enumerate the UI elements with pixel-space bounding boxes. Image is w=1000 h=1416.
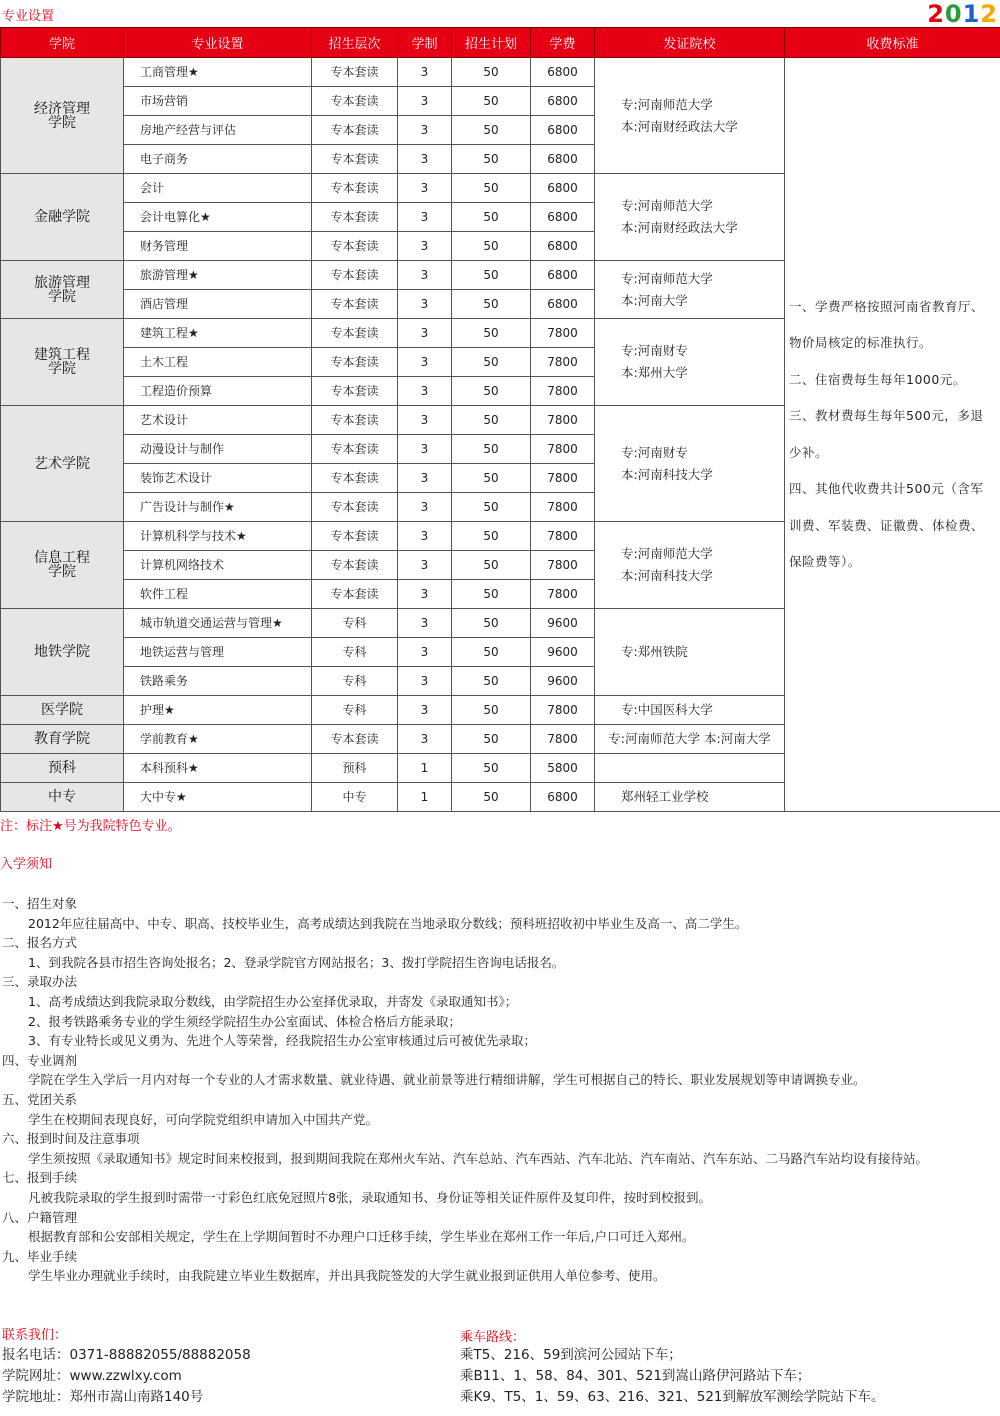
admission-heading: 五、党团关系 <box>2 1091 78 1107</box>
college-name: 旅游管理 <box>34 274 90 291</box>
issuing-school: 本:河南财经政法大学 <box>621 220 738 235</box>
fee-standard-line: 保险费等）。 <box>789 554 861 569</box>
level-cell: 专本套读 <box>312 348 398 377</box>
tuition-cell: 7800 <box>531 464 595 493</box>
school-cell <box>595 696 785 725</box>
plan-cell: 50 <box>452 609 531 638</box>
major-cell: 会计 <box>124 174 312 203</box>
level-cell: 专科 <box>312 609 398 638</box>
issuing-school: 专:河南财专 <box>621 343 688 358</box>
level-cell: 专本套读 <box>312 203 398 232</box>
plan-cell: 50 <box>452 261 531 290</box>
years-cell: 1 <box>398 754 452 783</box>
college-name: 教育学院 <box>34 731 90 747</box>
college-name: 预科 <box>48 760 76 776</box>
tuition-cell: 6800 <box>531 145 595 174</box>
years-cell: 3 <box>398 290 452 319</box>
contact-line: 报名电话：0371-88882055/88882058 <box>2 1347 251 1363</box>
college-cell <box>1 261 124 319</box>
college-cell <box>1 406 124 522</box>
college-name: 学院 <box>48 114 76 131</box>
level-cell: 专本套读 <box>312 435 398 464</box>
school-cell <box>595 725 785 754</box>
college-cell <box>1 522 124 609</box>
issuing-school: 专:中国医科大学 <box>621 702 713 717</box>
issuing-school: 专:河南师范大学 <box>621 546 713 561</box>
college-cell <box>1 174 124 261</box>
fee-standard-line: 训费、军装费、证徽费、体检费、 <box>789 517 985 533</box>
plan-cell: 50 <box>452 377 531 406</box>
issuing-school: 专:河南师范大学 <box>621 96 713 112</box>
fee-standard-line: 少补。 <box>789 444 829 460</box>
admission-line: 1、到我院各县市招生咨询处报名；2、登录学院官方网站报名；3、拨打学院招生咨询电话报名。 <box>28 954 565 970</box>
years-cell: 1 <box>398 783 452 812</box>
tuition-cell: 7800 <box>531 725 595 754</box>
major-cell: 计算机科学与技术★ <box>124 522 312 551</box>
level-cell: 专本套读 <box>312 319 398 348</box>
school-cell <box>595 783 785 812</box>
plan-cell: 50 <box>452 319 531 348</box>
plan-cell: 50 <box>452 696 531 725</box>
school-cell <box>595 754 785 783</box>
years-cell: 3 <box>398 696 452 725</box>
admission-heading: 一、招生对象 <box>2 896 78 911</box>
major-cell: 财务管理 <box>124 232 312 261</box>
level-cell: 专本套读 <box>312 145 398 174</box>
admission-line: 1、高考成绩达到我院录取分数线，由学院招生办公室择优录取，并寄发《录取通知书》； <box>28 993 518 1009</box>
major-cell: 大中专★ <box>124 783 312 812</box>
fee-standard-line: 四、其他代收费共计500元（含军 <box>789 481 984 496</box>
level-cell: 专本套读 <box>312 464 398 493</box>
admission-heading: 六、报到时间及注意事项 <box>2 1131 140 1147</box>
level-cell: 专本套读 <box>312 725 398 754</box>
years-cell: 3 <box>398 319 452 348</box>
years-cell: 3 <box>398 406 452 435</box>
admission-heading: 九、毕业手续 <box>2 1248 78 1264</box>
years-cell: 3 <box>398 203 452 232</box>
years-cell: 3 <box>398 377 452 406</box>
table-header-row <box>1 28 1000 58</box>
tuition-cell: 6800 <box>531 203 595 232</box>
tuition-cell: 6800 <box>531 87 595 116</box>
plan-cell: 50 <box>452 145 531 174</box>
route-title: 乘车路线： <box>460 1330 526 1345</box>
college-name: 金融学院 <box>34 209 90 225</box>
fee-standard-line: 二、住宿费每生每年1000元。 <box>789 371 966 387</box>
years-cell: 3 <box>398 348 452 377</box>
major-cell: 护理★ <box>124 696 312 725</box>
issuing-school: 本:河南财经政法大学 <box>621 118 738 134</box>
plan-cell: 50 <box>452 464 531 493</box>
column-header: 专业设置 <box>124 28 312 58</box>
major-cell: 旅游管理★ <box>124 261 312 290</box>
school-cell <box>595 609 785 696</box>
route-line: 乘T5、216、59到滨河公园站下车； <box>460 1347 682 1363</box>
tuition-cell: 7800 <box>531 377 595 406</box>
tuition-cell: 9600 <box>531 638 595 667</box>
year-digit: 2 <box>927 0 945 28</box>
college-name: 地铁学院 <box>34 644 90 660</box>
contact-line: 学院地址：郑州市嵩山南路140号 <box>2 1389 204 1405</box>
tuition-cell: 6800 <box>531 58 595 87</box>
plan-cell: 50 <box>452 87 531 116</box>
issuing-school: 专:郑州铁院 <box>621 644 688 659</box>
section-title-major: 专业设置 <box>2 9 55 24</box>
years-cell: 3 <box>398 551 452 580</box>
major-cell: 动漫设计与制作 <box>124 435 312 464</box>
major-cell: 装饰艺术设计 <box>124 464 312 493</box>
admission-heading: 四、专业调剂 <box>2 1052 78 1068</box>
level-cell: 预科 <box>312 754 398 783</box>
fee-standard-cell <box>785 58 1000 812</box>
tuition-cell: 9600 <box>531 667 595 696</box>
college-name: 医学院 <box>41 702 83 718</box>
years-cell: 3 <box>398 522 452 551</box>
plan-cell: 50 <box>452 580 531 609</box>
school-cell <box>595 406 785 522</box>
issuing-school: 本:郑州大学 <box>621 365 688 380</box>
college-name: 艺术学院 <box>34 455 90 472</box>
fee-standard-line: 物价局核定的标准执行。 <box>789 335 933 350</box>
admission-notes <box>0 894 1000 1286</box>
admission-line: 根据教育部和公安部相关规定，学生在上学期间暂时不办理户口迁移手续，学生毕业在郑州工作一年后,户口可迁入郑州。 <box>28 1229 695 1245</box>
years-cell: 3 <box>398 638 452 667</box>
major-cell: 建筑工程★ <box>124 319 312 348</box>
plan-cell: 50 <box>452 783 531 812</box>
college-cell <box>1 609 124 696</box>
column-header: 发证院校 <box>595 28 785 58</box>
college-name: 信息工程 <box>34 550 90 566</box>
admission-heading: 三、录取办法 <box>2 974 78 990</box>
years-cell: 3 <box>398 261 452 290</box>
tuition-cell: 7800 <box>531 696 595 725</box>
plan-cell: 50 <box>452 406 531 435</box>
tuition-cell: 7800 <box>531 406 595 435</box>
level-cell: 专本套读 <box>312 493 398 522</box>
major-table <box>0 27 1000 812</box>
years-cell: 3 <box>398 580 452 609</box>
tuition-cell: 5800 <box>531 754 595 783</box>
major-cell: 艺术设计 <box>124 406 312 435</box>
plan-cell: 50 <box>452 290 531 319</box>
school-cell <box>595 58 785 174</box>
college-cell <box>1 58 124 174</box>
issuing-school: 专:河南师范大学 <box>621 270 713 286</box>
route-line: 乘B11、1、58、84、301、521到嵩山路伊河路站下车； <box>460 1368 811 1384</box>
tuition-cell: 7800 <box>531 580 595 609</box>
column-header: 招生计划 <box>452 28 531 58</box>
tuition-cell: 7800 <box>531 435 595 464</box>
issuing-school: 专:河南师范大学 本:河南大学 <box>608 731 771 746</box>
plan-cell: 50 <box>452 551 531 580</box>
column-header: 学制 <box>398 28 452 58</box>
tuition-cell: 7800 <box>531 493 595 522</box>
college-cell <box>1 696 124 725</box>
level-cell: 专本套读 <box>312 116 398 145</box>
major-cell: 计算机网络技术 <box>124 551 312 580</box>
fee-standard-line: 三、教材费每生每年500元，多退 <box>789 408 984 423</box>
school-cell <box>595 261 785 319</box>
admission-heading: 八、户籍管理 <box>2 1209 78 1225</box>
contact-line: 学院网址：www.zzwlxy.com <box>2 1368 182 1384</box>
year-label <box>927 0 998 28</box>
college-name: 建筑工程 <box>34 347 90 363</box>
major-cell: 学前教育★ <box>124 725 312 754</box>
major-cell: 软件工程 <box>124 580 312 609</box>
column-header: 学院 <box>1 28 124 58</box>
plan-cell: 50 <box>452 232 531 261</box>
years-cell: 3 <box>398 725 452 754</box>
years-cell: 3 <box>398 609 452 638</box>
college-name: 学院 <box>48 361 76 377</box>
years-cell: 3 <box>398 145 452 174</box>
years-cell: 3 <box>398 58 452 87</box>
admission-line: 凡被我院录取的学生报到时需带一寸彩色红底免冠照片8张，录取通知书、身份证等相关证件原件及复印件，按时到校报到。 <box>28 1189 711 1205</box>
admission-line: 2012年应往届高中、中专、职高、技校毕业生，高考成绩达到我院在当地录取分数线；预科班招收初中毕业生及高一、高二学生。 <box>28 915 748 931</box>
plan-cell: 50 <box>452 725 531 754</box>
table-row <box>1 58 1000 87</box>
plan-cell: 50 <box>452 493 531 522</box>
plan-cell: 50 <box>452 58 531 87</box>
years-cell: 3 <box>398 116 452 145</box>
admission-line: 2、报考铁路乘务专业的学生须经学院招生办公室面试、体检合格后方能录取； <box>28 1013 461 1029</box>
major-cell: 市场营销 <box>124 87 312 116</box>
column-header: 收费标准 <box>785 28 1000 58</box>
level-cell: 专科 <box>312 696 398 725</box>
level-cell: 专本套读 <box>312 87 398 116</box>
year-digit: 0 <box>944 0 963 28</box>
major-cell: 房地产经营与评估 <box>124 116 312 145</box>
year-digit: 1 <box>962 0 981 28</box>
column-header: 招生层次 <box>312 28 398 58</box>
level-cell: 专本套读 <box>312 522 398 551</box>
issuing-school: 本:河南科技大学 <box>621 466 713 482</box>
college-cell <box>1 319 124 406</box>
issuing-school: 郑州轻工业学校 <box>621 789 709 804</box>
level-cell: 专本套读 <box>312 261 398 290</box>
college-name: 经济管理 <box>34 100 90 117</box>
level-cell: 专本套读 <box>312 232 398 261</box>
major-cell: 会计电算化★ <box>124 203 312 232</box>
college-cell <box>1 783 124 812</box>
contact-title: 联系我们： <box>2 1328 68 1343</box>
tuition-cell: 7800 <box>531 319 595 348</box>
tuition-cell: 7800 <box>531 551 595 580</box>
admission-heading: 二、报名方式 <box>2 935 78 951</box>
college-cell <box>1 725 124 754</box>
years-cell: 3 <box>398 667 452 696</box>
admission-line: 学生须按照《录取通知书》规定时间来校报到，报到期间我院在郑州火车站、汽车总站、汽车西站、汽车北站、汽车南站、汽车东站、二马路汽车站均设有接待站。 <box>28 1150 929 1166</box>
level-cell: 专本套读 <box>312 580 398 609</box>
level-cell: 专科 <box>312 638 398 667</box>
tuition-cell: 6800 <box>531 290 595 319</box>
years-cell: 3 <box>398 174 452 203</box>
plan-cell: 50 <box>452 435 531 464</box>
plan-cell: 50 <box>452 203 531 232</box>
major-cell: 城市轨道交通运营与管理★ <box>124 609 312 638</box>
admission-heading: 七、报到手续 <box>2 1170 78 1186</box>
bus-routes <box>460 1345 885 1408</box>
issuing-school: 本:河南科技大学 <box>621 568 713 583</box>
issuing-school: 本:河南大学 <box>621 292 688 308</box>
note-text: 注：标注★号为我院特色专业。 <box>0 819 181 834</box>
major-cell: 铁路乘务 <box>124 667 312 696</box>
plan-cell: 50 <box>452 638 531 667</box>
years-cell: 3 <box>398 464 452 493</box>
level-cell: 专科 <box>312 667 398 696</box>
tuition-cell: 6800 <box>531 174 595 203</box>
plan-cell: 50 <box>452 754 531 783</box>
level-cell: 专本套读 <box>312 406 398 435</box>
years-cell: 3 <box>398 493 452 522</box>
year-digit: 2 <box>980 0 998 28</box>
admission-line: 学院在学生入学后一月内对每一个专业的人才需求数量、就业待遇、就业前景等进行精细讲解，学生可根据自己的特长、职业发展规划等申请调换专业。 <box>28 1072 866 1088</box>
school-cell <box>595 319 785 406</box>
admission-line: 学生毕业办理就业手续时，由我院建立毕业生数据库，并出具我院签发的大学生就业报到证供用人单位参考、使用。 <box>28 1268 666 1284</box>
plan-cell: 50 <box>452 174 531 203</box>
fee-standard-line: 一、学费严格按照河南省教育厅、 <box>789 298 985 314</box>
tuition-cell: 6800 <box>531 232 595 261</box>
tuition-cell: 9600 <box>531 609 595 638</box>
major-cell: 本科预科★ <box>124 754 312 783</box>
level-cell: 专本套读 <box>312 377 398 406</box>
route-line: 乘K9、T5、1、59、63、216、321、521到解放军测绘学院站下车。 <box>460 1389 885 1405</box>
contact-info <box>2 1345 251 1408</box>
plan-cell: 50 <box>452 667 531 696</box>
plan-cell: 50 <box>452 348 531 377</box>
major-cell: 工商管理★ <box>124 58 312 87</box>
tuition-cell: 7800 <box>531 522 595 551</box>
years-cell: 3 <box>398 232 452 261</box>
major-cell: 广告设计与制作★ <box>124 493 312 522</box>
years-cell: 3 <box>398 435 452 464</box>
issuing-school: 专:河南师范大学 <box>621 198 713 213</box>
major-cell: 地铁运营与管理 <box>124 638 312 667</box>
level-cell: 专本套读 <box>312 174 398 203</box>
level-cell: 专本套读 <box>312 551 398 580</box>
admission-line: 学生在校期间表现良好，可向学院党组织申请加入中国共产党。 <box>28 1111 379 1127</box>
school-cell <box>595 522 785 609</box>
major-cell: 工程造价预算 <box>124 377 312 406</box>
college-name: 中专 <box>48 789 76 805</box>
years-cell: 3 <box>398 87 452 116</box>
major-cell: 电子商务 <box>124 145 312 174</box>
tuition-cell: 6800 <box>531 116 595 145</box>
level-cell: 中专 <box>312 783 398 812</box>
college-cell <box>1 754 124 783</box>
plan-cell: 50 <box>452 522 531 551</box>
tuition-cell: 6800 <box>531 783 595 812</box>
column-header: 学费 <box>531 28 595 58</box>
tuition-cell: 6800 <box>531 261 595 290</box>
admission-line: 3、有专业特长或见义勇为、先进个人等荣誉，经我院招生办公室审核通过后可被优先录取； <box>28 1033 536 1049</box>
major-cell: 酒店管理 <box>124 290 312 319</box>
school-cell <box>595 174 785 261</box>
plan-cell: 50 <box>452 116 531 145</box>
level-cell: 专本套读 <box>312 290 398 319</box>
college-name: 学院 <box>48 288 76 305</box>
level-cell: 专本套读 <box>312 58 398 87</box>
college-name: 学院 <box>48 564 76 580</box>
major-cell: 土木工程 <box>124 348 312 377</box>
issuing-school: 专:河南财专 <box>621 444 688 460</box>
tuition-cell: 7800 <box>531 348 595 377</box>
section-title-admission: 入学须知 <box>0 857 53 872</box>
